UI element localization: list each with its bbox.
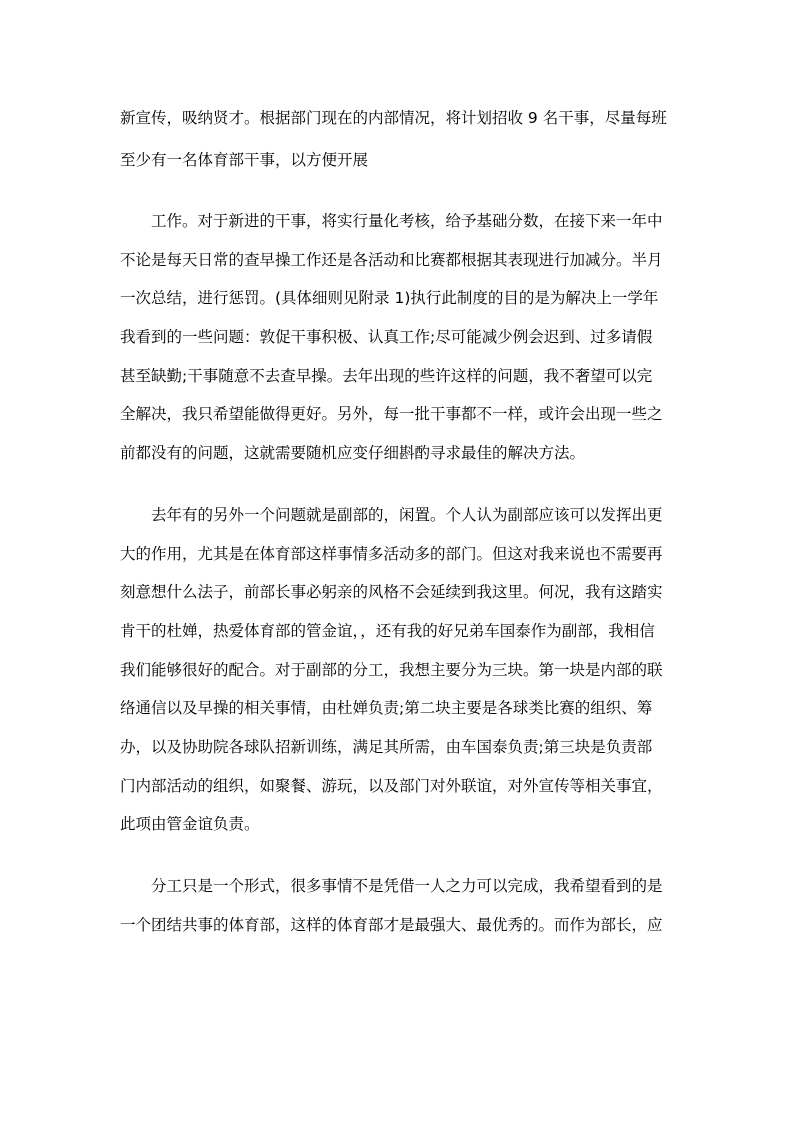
paragraph-2-line-7: 前都没有的问题，这就需要随机应变仔细斟酌寻求最佳的解决方法。	[120, 444, 586, 462]
paragraph-3-line-5: 我们能够很好的配合。对于副部的分工，我想主要分为三块。第一块是内部的联	[120, 661, 663, 679]
paragraph-2-line-2: 不论是每天日常的查早操工作还是各活动和比赛都根据其表现进行加减分。半月	[120, 251, 663, 269]
paragraph-2-line-6: 全解决，我只希望能做得更好。另外，每一批干事都不一样，或许会出现一些之	[120, 405, 663, 423]
paragraph-3-line-7: 办，以及协助院各球队招新训练，满足其所需，由车国泰负责;第三块是负责部	[120, 738, 653, 756]
paragraph-2-line-5: 甚至缺勤;干事随意不去查早操。去年出现的些许这样的问题，我不奢望可以完	[120, 367, 653, 385]
paragraph-1-line-2: 至少有一名体育部干事，以方便开展	[120, 151, 369, 169]
paragraph-3-line-8: 门内部活动的组织，如聚餐、游玩，以及部门对外联谊，对外宣传等相关事宜，	[120, 777, 663, 795]
paragraph-3-line-2: 大的作用，尤其是在体育部这样事情多活动多的部门。但这对我来说也不需要再	[120, 545, 663, 563]
paragraph-1-line-1: 新宣传，吸纳贤才。根据部门现在的内部情况，将计划招收 9 名干事，尽量每班	[120, 109, 667, 127]
paragraph-2-line-4: 我看到的一些问题：敦促干事积极、认真工作;尽可能减少例会迟到、过多请假	[120, 328, 653, 346]
paragraph-3-line-3: 刻意想什么法子，前部长事必躬亲的风格不会延续到我这里。何况，我有这踏实	[120, 583, 663, 601]
paragraph-2-line-3: 一次总结，进行惩罚。(具体细则见附录 1)执行此制度的目的是为解决上一学年	[120, 289, 659, 307]
paragraph-3-line-1: 去年有的另外一个问题就是副部的，闲置。个人认为副部应该可以发挥出更	[151, 506, 663, 524]
paragraph-4-line-2: 一个团结共事的体育部，这样的体育部才是最强大、最优秀的。而作为部长，应	[120, 916, 663, 934]
paragraph-3-line-6: 络通信以及早操的相关事情，由杜婵负责;第二块主要是各球类比赛的组织、筹	[120, 699, 653, 717]
paragraph-4-line-1: 分工只是一个形式，很多事情不是凭借一人之力可以完成，我希望看到的是	[151, 877, 663, 895]
paragraph-2-line-1: 工作。对于新进的干事，将实行量化考核，给予基础分数，在接下来一年中	[151, 212, 663, 230]
paragraph-3-line-9: 此项由管金谊负责。	[120, 815, 260, 833]
paragraph-3-line-4: 肯干的杜婵，热爱体育部的管金谊，，还有我的好兄弟车国泰作为副部，我相信	[120, 622, 655, 640]
